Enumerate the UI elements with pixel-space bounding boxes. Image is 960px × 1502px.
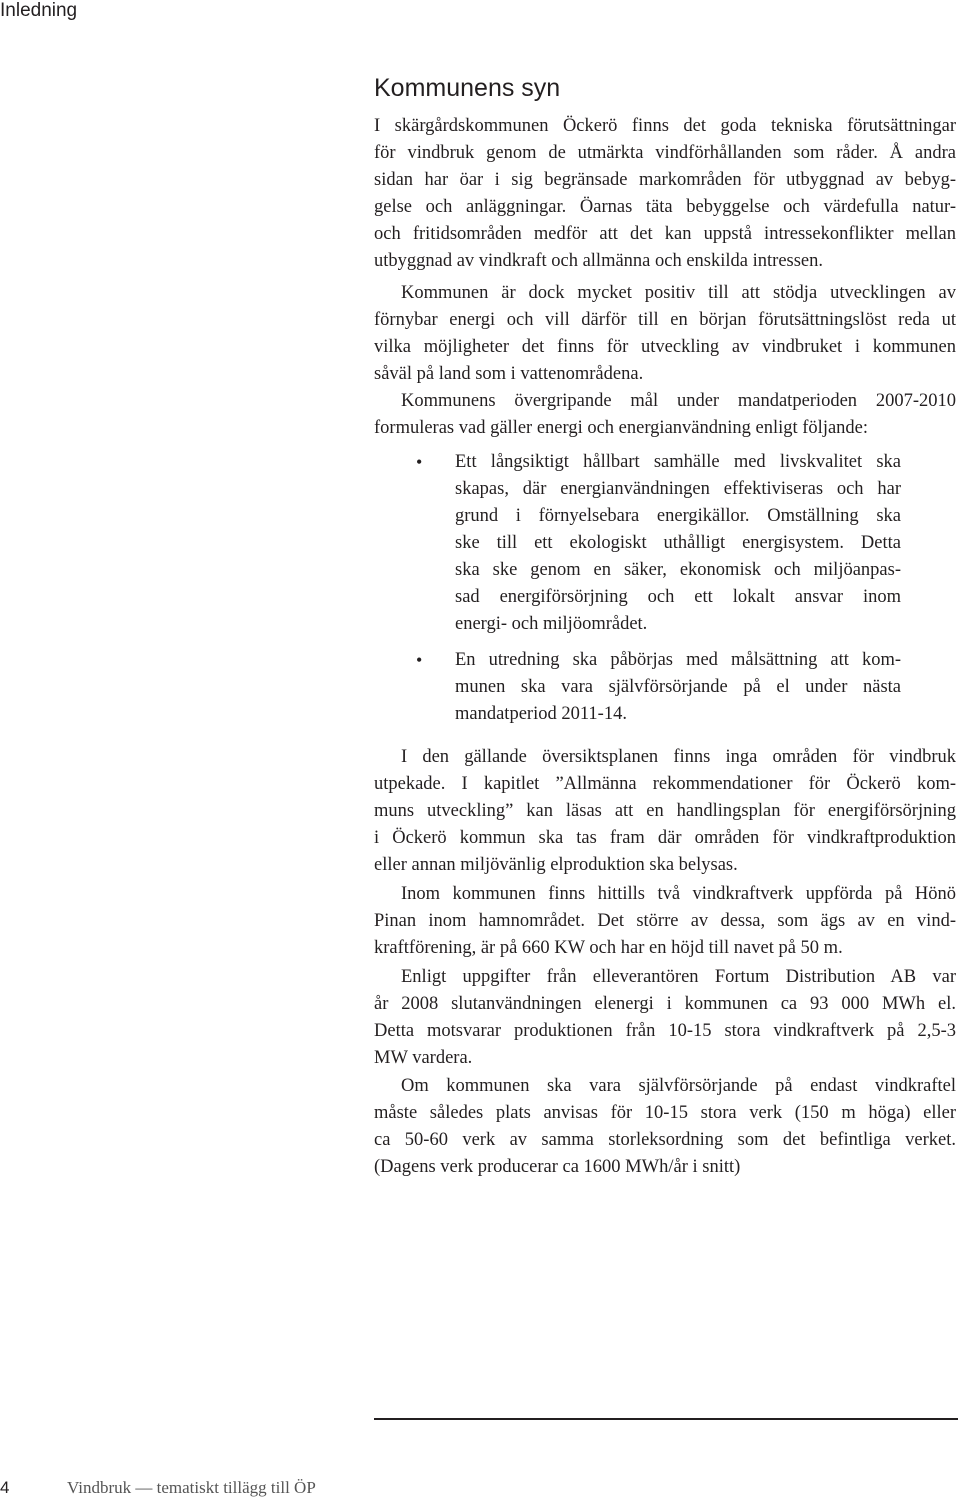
text-line: I skärgårdskommunen Öckerö finns det goda tekniska förutsättningar <box>374 116 956 136</box>
footer-divider <box>374 1418 958 1420</box>
text-line: ca 50-60 verk av samma storleksordning som det befintliga verket. <box>374 1130 956 1150</box>
page-number: 4 <box>0 1478 10 1497</box>
text-line: kraftförening, är på 660 KW och har en höjd till navet på 50 m. <box>374 938 843 958</box>
text-line: Kommunen är dock mycket positiv till att stödja utvecklingen av <box>401 283 956 303</box>
text-line: i Öckerö kommun ska tas fram där områden för vindkraftproduktion <box>374 828 956 848</box>
text-line: formuleras vad gäller energi och energianvändning enligt följande: <box>374 418 869 438</box>
text-line: eller annan miljövänlig elproduktion ska belysas. <box>374 855 738 875</box>
text-line: energi- och miljöområdet. <box>455 614 648 634</box>
text-line: såväl på land som i vattenområdena. <box>374 364 644 384</box>
text-line: Kommunens övergripande mål under mandatperioden 2007-2010 <box>401 391 956 411</box>
section-label: Inledning <box>0 0 78 21</box>
text-line: utbyggnad av vindkraft och allmänna och enskilda intressen. <box>374 251 824 271</box>
bullet-icon: • <box>416 452 423 472</box>
text-line: I den gällande översiktsplanen finns inga områden för vindbruk <box>401 747 956 767</box>
text-line: muns utveckling” kan läsas att en handlingsplan för energiförsörjning <box>374 801 956 821</box>
text-line: gelse och anläggningar. Öarnas täta bebyggelse och värdefulla natur- <box>374 197 956 217</box>
text-line: munen ska vara självförsörjande på el under nästa <box>455 677 901 697</box>
text-line: för vindbruk genom de utmärkta vindförhållanden som råder. Å andra <box>374 143 956 163</box>
text-line: Inom kommunen finns hittills två vindkraftverk uppförda på Hönö <box>401 884 956 904</box>
text-line: MW vardera. <box>374 1048 473 1068</box>
text-line: år 2008 slutanvändningen elenergi i kommunen ca 93 000 MWh el. <box>374 994 956 1014</box>
text-line: utpekade. I kapitlet ”Allmänna rekommendationer för Öckerö kom- <box>374 774 956 794</box>
footer-title: Vindbruk — tematiskt tillägg till ÖP <box>67 1478 316 1497</box>
bullet-icon: • <box>416 650 423 670</box>
section-heading: Kommunens syn <box>374 74 561 102</box>
text-line: sad energiförsörjning och ett lokalt ansvar inom <box>455 587 901 607</box>
text-line: förnybar energi och vill därför till en början förutsättningslöst reda ut <box>374 310 956 330</box>
text-line: Om kommunen ska vara självförsörjande på endast vindkraftel <box>401 1076 956 1096</box>
text-line: mandatperiod 2011-14. <box>455 704 627 724</box>
text-line: och fritidsområden medför att det kan uppstå intressekonflikter mellan <box>374 224 956 244</box>
text-line: ske till ett ekologiskt uthålligt energisystem. Detta <box>455 533 901 553</box>
text-line: ska ske genom en säker, ekonomisk och miljöanpas- <box>455 560 901 580</box>
text-line: Detta motsvarar produktionen från 10-15 stora vindkraftverk på 2,5-3 <box>374 1021 956 1041</box>
text-line: Enligt uppgifter från elleverantören Fortum Distribution AB var <box>401 967 956 987</box>
text-line: måste således plats anvisas för 10-15 stora verk (150 m höga) eller <box>374 1103 956 1123</box>
text-line: En utredning ska påbörjas med målsättning att kom- <box>455 650 901 670</box>
text-line: Pinan inom hamnområdet. Det större av dessa, som ägs av en vind- <box>374 911 956 931</box>
text-line: (Dagens verk producerar ca 1600 MWh/år i snitt) <box>374 1157 741 1177</box>
text-line: Ett långsiktigt hållbart samhälle med livskvalitet ska <box>455 452 901 472</box>
text-line: sidan har öar i sig begränsade markområden för utbyggnad av bebyg- <box>374 170 956 190</box>
text-line: vilka möjligheter det finns för utveckling av vindbruket i kommunen <box>374 337 956 357</box>
text-line: grund i förnyelsebara energikällor. Omställning ska <box>455 506 901 526</box>
text-line: skapas, där energianvändningen effektiviseras och har <box>455 479 901 499</box>
